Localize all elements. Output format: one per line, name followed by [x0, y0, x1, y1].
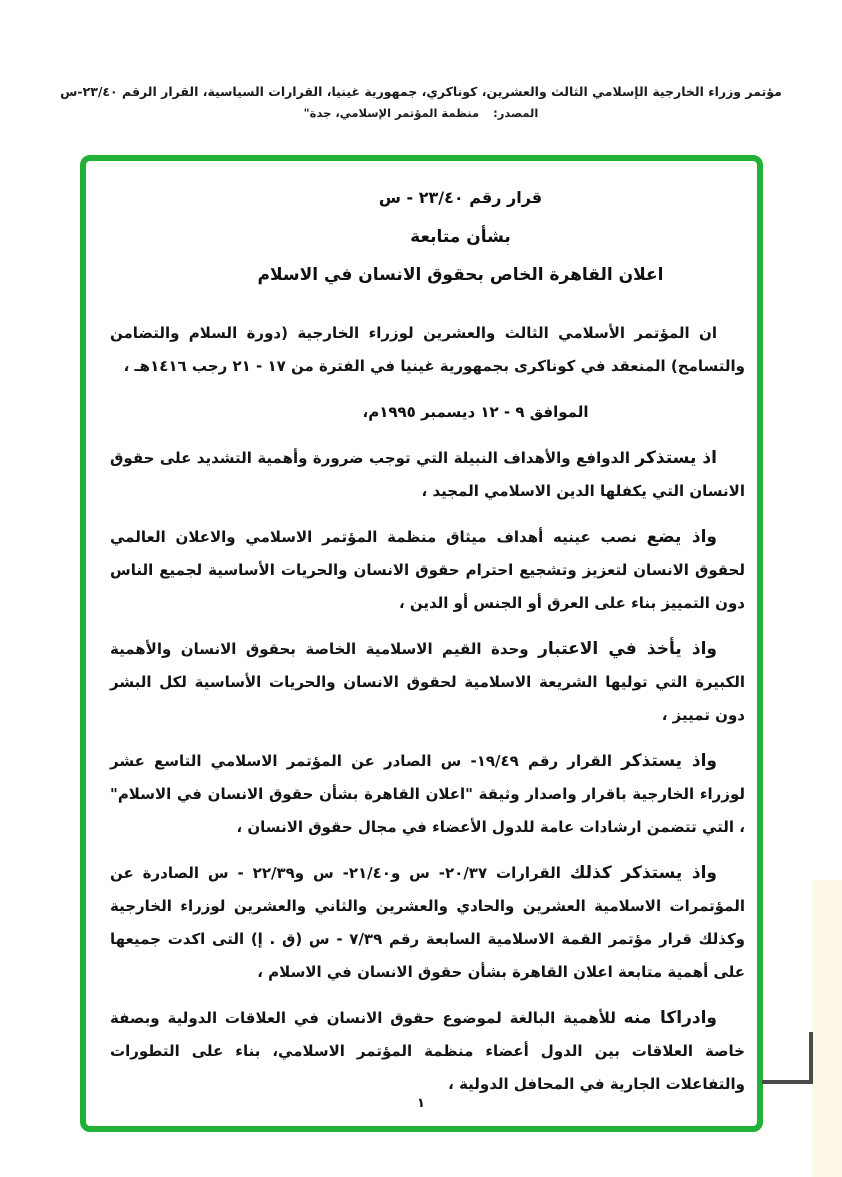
paragraph-text: وحدة القيم الاسلامية الخاصة بحقوق الانسان والأهمية الكبيرة التي توليها الشريعة الاسلامية لحقوق الانسان والحريات الأساسية لكل البشر دون تمييز ،: [110, 640, 745, 724]
paragraph-lead: واذ يستذكر كذلك: [569, 863, 717, 883]
green-highlight-box: [80, 155, 763, 1132]
header-conference-line: مؤتمر وزراء الخارجية الإسلامي الثالث والعشرين، كوناكري، جمهورية غينيا، القرارات السياسية، القرار الرقم ٢٣/٤٠-س: [60, 84, 782, 99]
paragraph-lead: واذ يضع: [646, 527, 717, 547]
gregorian-date-line: الموافق ٩ - ١٢ ديسمبر ١٩٩٥م،: [362, 403, 589, 421]
paragraph-text: الدوافع والأهداف النبيلة التي توجب ضرورة وأهمية التشديد على حقوق الانسان التي يكفلها الدين الاسلامي المجيد ،: [110, 449, 745, 500]
paragraph-taking-into-account: [110, 633, 745, 732]
declaration-title: اعلان القاهرة الخاص بحقوق الانسان في الاسلام: [257, 265, 664, 285]
paragraph-recalling-resolution-49-19: [110, 745, 745, 844]
paragraph-text: ان المؤتمر الأسلامي الثالث والعشرين لوزراء الخارجية (دورة السلام والتضامن والتسامح) المنعقد في كوناكرى بجمهورية غينيا في الفترة من ١٧ - ٢١ رجب ١٤١٦هـ ،: [110, 324, 745, 375]
paragraph-text: للأهمية البالغة لموضوع حقوق الانسان في العلاقات الدولية وبصفة خاصة العلاقات بين الدول أعضاء منظمة المؤتمر الاسلامي، بناء على التطورات والتفاعلات الجارية في المحافل الدولية ،: [110, 1009, 745, 1093]
scan-edge-tint: [812, 880, 842, 1177]
paragraph-lead: واذ يستذكر: [621, 751, 717, 771]
resolution-number-title: قرار رقم ٢٣/٤٠ - س: [378, 188, 543, 207]
paragraph-recalling-other-resolutions: [110, 857, 745, 989]
scan-corner-shadow: [762, 1032, 813, 1084]
source-value: منظمة المؤتمر الإسلامي، جدة": [303, 106, 480, 120]
paragraph-aware-of-importance: [110, 1002, 745, 1101]
document-header: [40, 84, 802, 120]
source-label: المصدر:: [493, 106, 539, 120]
paragraph-lead: اذ يستذكر: [635, 448, 717, 468]
paragraph-bearing-in-mind: [110, 521, 745, 620]
paragraph-recalling-motives: [110, 442, 745, 508]
paragraph-text: القرار رقم ١٩/٤٩- س الصادر عن المؤتمر الاسلامي التاسع عشر لوزراء الخارجية باقرار واصدار وثيقة "اعلان القاهرة بشأن حقوق الانسان في الاسلام" ، التي تتضمن ارشادات عامة للدول الأعضاء في مجال حقوق الانسان ،: [110, 752, 745, 836]
paragraph-text: القرارات ٢٠/٣٧- س و٢١/٤٠- س و٢٢/٣٩ - س الصادرة عن المؤتمرات الاسلامية العشرين والحادي والعشرين والثاني والعشرين لوزراء الخارجية وكذلك قرار مؤتمر القمة الاسلامية السابعة رقم ٧/٣٩ - س (ق . إ) التى اكدت جميعها على أهمية متابعة اعلان القاهرة بشأن حقوق الانسان في الاسلام ،: [110, 864, 745, 981]
paragraph-preamble: [110, 317, 745, 383]
title-block: [143, 185, 778, 288]
paragraph-lead: واذ يأخذ في الاعتبار: [538, 639, 717, 659]
paragraph-text: نصب عينيه أهداف ميثاق منظمة المؤتمر الاسلامي والاعلان العالمي لحقوق الانسان لتعزيز وتشجيع احترام حقوق الانسان والحريات الأساسية لجميع الناس دون التمييز بناء على العرق أو الجنس أو الدين ،: [110, 528, 745, 612]
page-number: ١: [417, 1096, 425, 1111]
paragraph-lead: وادراكا منه: [623, 1008, 717, 1028]
subject-title: بشأن متابعة: [410, 227, 511, 247]
header-source-line: [40, 106, 802, 120]
